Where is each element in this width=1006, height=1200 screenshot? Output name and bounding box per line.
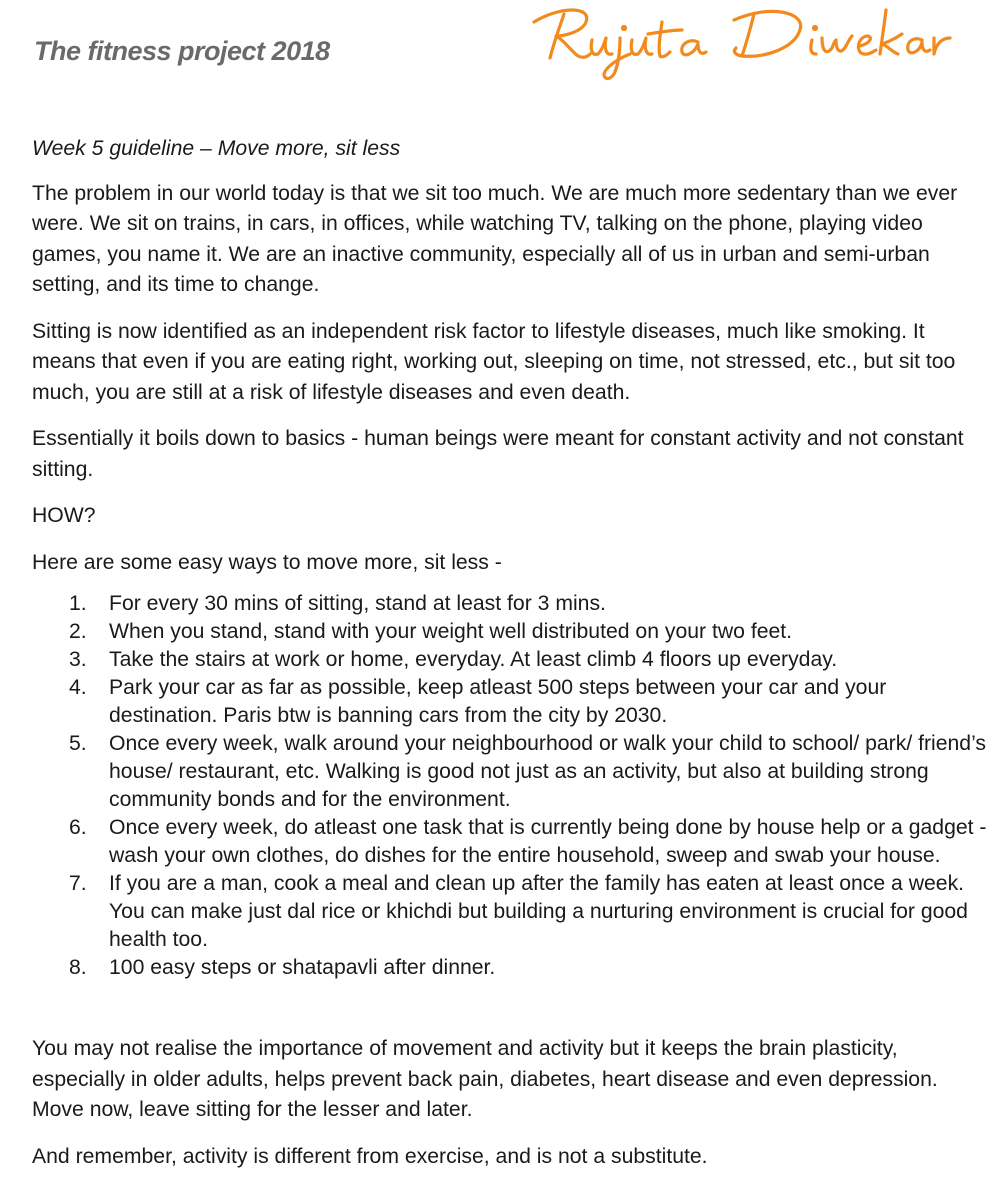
- list-item-number: 8.: [69, 956, 87, 979]
- list-item-text: When you stand, stand with your weight well distributed on your two feet.: [109, 620, 793, 643]
- list-item-text: If you are a man, cook a meal and clean up after the family has eaten at least once a week. You can make just dal rice or khichdi but building a nurturing environment is crucial for good health too.: [109, 872, 968, 951]
- document-title: The fitness project 2018: [34, 36, 330, 66]
- tips-list: [32, 590, 992, 982]
- week-guideline-subtitle: Week 5 guideline – Move more, sit less: [32, 137, 401, 160]
- list-item-text: Take the stairs at work or home, everyday. At least climb 4 floors up everyday.: [109, 648, 838, 671]
- signature-logo: [530, 0, 960, 90]
- list-item: [32, 674, 992, 730]
- signature-icon: [530, 0, 960, 90]
- list-item-text: Once every week, walk around your neighbourhood or walk your child to school/ park/ friend’s house/ restaurant, etc. Walking is good not just as an activity, but also at building strong community bonds and for the environment.: [109, 732, 987, 811]
- list-item-number: 3.: [69, 648, 87, 671]
- list-item: [32, 954, 992, 982]
- importance-paragraph: You may not realise the importance of movement and activity but it keeps the brain plasticity, especially in older adults, helps prevent back pain, diabetes, heart disease and even depression. Move now, leave sitting for the lesser and later.: [32, 1037, 938, 1121]
- list-item-number: 4.: [69, 676, 87, 699]
- list-item-text: 100 easy steps or shatapavli after dinner.: [109, 956, 496, 979]
- remember-paragraph: And remember, activity is different from exercise, and is not a substitute.: [32, 1144, 708, 1168]
- basics-paragraph: Essentially it boils down to basics - human beings were meant for constant activity and not constant sitting.: [32, 427, 964, 481]
- list-item-number: 7.: [69, 872, 87, 895]
- list-item-text: Park your car as far as possible, keep atleast 500 steps between your car and your destination. Paris btw is banning cars from the city by 2030.: [109, 676, 887, 727]
- list-intro: Here are some easy ways to move more, sit less -: [32, 550, 502, 574]
- document-header: [0, 0, 1006, 100]
- list-item-text: Once every week, do atleast one task that is currently being done by house help or a gadget - wash your own clothes, do dishes for the entire household, sweep and swab your house.: [109, 816, 987, 867]
- list-item: [32, 590, 992, 618]
- list-item-number: 5.: [69, 732, 87, 755]
- intro-paragraph: The problem in our world today is that we sit too much. We are much more sedentary than we ever were. We sit on trains, in cars, in offices, while watching TV, talking on the phone, playing video games, you name it. We are an inactive community, especially all of us in urban and semi-urban setting, and its time to change.: [32, 181, 958, 296]
- risk-factor-paragraph: Sitting is now identified as an independent risk factor to lifestyle diseases, much like smoking. It means that even if you are eating right, working out, sleeping on time, not stressed, etc., but sit too much, you are still at a risk of lifestyle diseases and even death.: [32, 319, 956, 404]
- list-item: [32, 870, 992, 954]
- list-item: [32, 646, 992, 674]
- list-item: [32, 618, 992, 646]
- document-body: [32, 134, 992, 1188]
- list-item-number: 6.: [69, 816, 87, 839]
- list-item-text: For every 30 mins of sitting, stand at least for 3 mins.: [109, 592, 606, 615]
- how-heading: HOW?: [32, 504, 96, 527]
- list-item-number: 1.: [69, 592, 87, 615]
- list-item: [32, 730, 992, 814]
- list-item-number: 2.: [69, 620, 87, 643]
- list-item: [32, 814, 992, 870]
